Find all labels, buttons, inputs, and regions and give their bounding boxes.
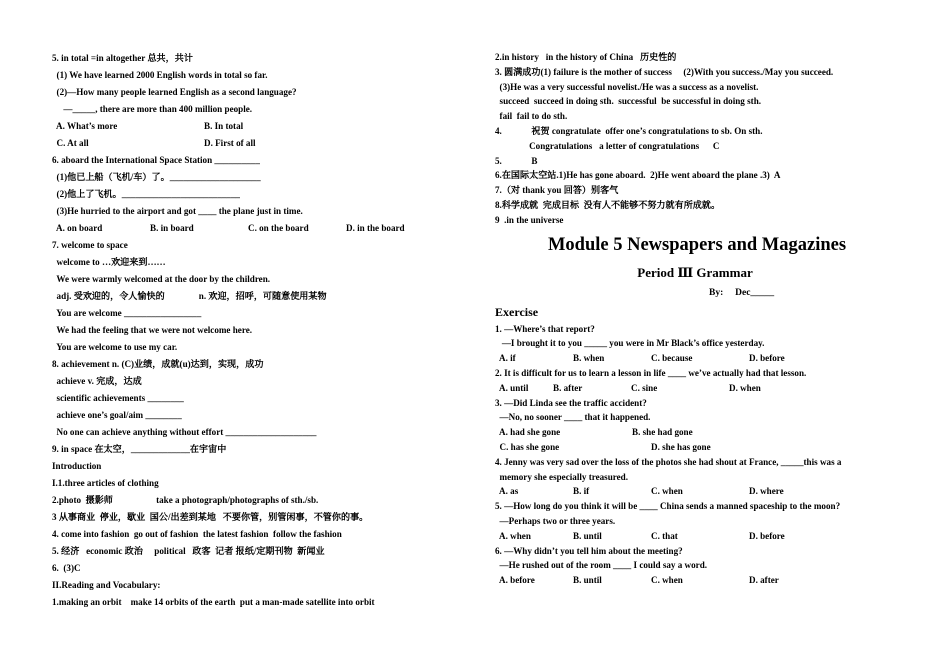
answer-option: C. when	[651, 486, 683, 497]
text-line: 4. Jenny was very sad over the loss of the photos she had shout at France, _____this was a	[495, 456, 842, 467]
text-line: (3)He was a very successful novelist./He was a success as a novelist.	[495, 81, 759, 92]
text-line: 1. —Where’s that report?	[495, 323, 595, 334]
module-title: Module 5 Newspapers and Magazines	[547, 234, 847, 255]
answer-option: D. First of all	[204, 138, 256, 148]
text-line: 2. It is difficult for us to learn a lesson in life ____ we’ve actually had that lesson.	[495, 367, 807, 378]
answer-option: D. in the board	[346, 223, 405, 233]
text-line: fail fail to do sth.	[495, 111, 568, 122]
text-line: —No, no sooner ____ that it happened.	[495, 412, 651, 423]
answer-option: D. before	[749, 353, 785, 364]
text-line: You are welcome _________________	[52, 308, 202, 318]
answer-option: A. before	[495, 575, 535, 586]
answer-option: B. In total	[204, 121, 244, 131]
text-line: —He rushed out of the room ____ I could say a word.	[495, 560, 708, 571]
answer-option: B. until	[573, 575, 602, 586]
answer-option: C. At all	[52, 138, 89, 148]
answer-option: C. when	[651, 575, 683, 586]
right-column	[495, 50, 915, 588]
text-line: 9. in space 在太空，_____________在宇宙中	[52, 444, 227, 454]
text-line: II.Reading and Vocabulary:	[52, 580, 161, 590]
text-line: 4. come into fashion go out of fashion the latest fashion follow the fashion	[52, 529, 342, 539]
text-line: 5. —How long do you think it will be ____ China sends a manned spaceship to the moon?	[495, 501, 841, 512]
answer-option: C. has she gone	[495, 441, 560, 452]
text-line: —_____, there are more than 400 million people.	[52, 104, 253, 114]
text-line: No one can achieve anything without effort ____________________	[52, 427, 317, 437]
answer-options	[495, 484, 915, 499]
text-line: 3. 圆满成功(1) failure is the mother of success (2)With you success./May you succeed.	[495, 66, 834, 77]
text-line: I.1.three articles of clothing	[52, 478, 159, 488]
exercise-heading: Exercise	[495, 304, 539, 319]
text-line: 8.科学成就 完成目标 没有人不能够不努力就有所成就。	[495, 199, 721, 210]
text-line: 6. (3)C	[52, 563, 81, 573]
text-line: (3)He hurried to the airport and got ____ the plane just in time.	[52, 206, 303, 216]
answer-options	[495, 573, 915, 588]
answer-option: C. on the board	[248, 223, 309, 233]
answer-options	[52, 118, 472, 135]
answer-option: B. when	[573, 353, 605, 364]
answer-option: C. that	[651, 530, 678, 541]
answer-options	[52, 135, 472, 152]
answer-option: B. if	[573, 486, 590, 497]
text-line: —I brought it to you _____ you were in Mr Black’s office yesterday.	[495, 338, 765, 349]
text-line: (2)他上了飞机。__________________________	[52, 189, 240, 199]
answer-option: B. she had gone	[632, 427, 693, 438]
text-line: Introduction	[52, 461, 102, 471]
text-line: 9 .in the universe	[495, 214, 564, 225]
answer-options	[495, 529, 915, 544]
text-line: scientific achievements ________	[52, 393, 184, 403]
text-line: 7.（对 thank you 回答）别客气	[495, 185, 619, 196]
text-line: 6. aboard the International Space Station __________	[52, 155, 260, 165]
answer-option: A. if	[495, 353, 516, 364]
text-line: 1.making an orbit make 14 orbits of the earth put a man-made satellite into orbit	[52, 597, 375, 607]
answer-option: B. in board	[150, 223, 194, 233]
text-line: achieve v. 完成，达成	[52, 376, 142, 386]
text-line: 2.photo 摄影师 take a photograph/photographs of sth./sb.	[52, 495, 319, 505]
text-line: 2.in history in the history of China 历史性的	[495, 52, 677, 62]
text-line: (1)他已上船（飞机/车）了。____________________	[52, 172, 261, 182]
answer-option: D. before	[749, 530, 785, 541]
answer-options	[495, 425, 915, 440]
text-line: 5. in total =in altogether 总共，共计	[52, 53, 193, 63]
left-column	[52, 50, 472, 611]
text-line: 7. welcome to space	[52, 240, 128, 250]
answer-option: B. after	[553, 382, 583, 393]
answer-option: A. when	[495, 530, 531, 541]
answer-option: D. when	[729, 382, 761, 393]
answer-option: A. had she gone	[495, 427, 561, 438]
answer-option: A. on board	[52, 223, 103, 233]
answer-option: D. where	[749, 486, 784, 497]
answer-options	[495, 351, 915, 366]
answer-options	[495, 381, 915, 396]
text-line: 8. achievement n. (C)业绩，成就(u)达到，实现，成功	[52, 359, 264, 369]
answer-options	[495, 440, 915, 455]
text-line: Congratulations a letter of congratulations C	[495, 140, 720, 151]
text-line: 5. 经济 economic 政治 political 政客 记者 报纸/定期刊物 新闻业	[52, 546, 325, 556]
text-line: We were warmly welcomed at the door by the children.	[52, 274, 271, 284]
text-line: 4. 祝贺 congratulate offer one’s congratulations to sb. On sth.	[495, 125, 763, 136]
exercise-questions	[495, 322, 915, 588]
text-line: succeed succeed in doing sth. successful be successful in doing sth.	[495, 96, 762, 107]
text-line: welcome to …欢迎来到……	[52, 257, 166, 267]
answer-option: A. until	[495, 382, 529, 393]
answer-options	[52, 220, 472, 237]
answer-option: D. after	[749, 575, 779, 586]
byline: By: Dec_____	[709, 287, 775, 298]
answer-option: B. until	[573, 530, 602, 541]
notes-continued	[495, 50, 915, 228]
text-line: 6. —Why didn’t you tell him about the meeting?	[495, 545, 683, 556]
text-line: memory she especially treasured.	[495, 471, 629, 482]
text-line: (1) We have learned 2000 English words in total so far.	[52, 70, 268, 80]
text-line: achieve one’s goal/aim ________	[52, 410, 182, 420]
answer-option: C. sine	[631, 382, 658, 393]
text-line: 3. —Did Linda see the traffic accident?	[495, 397, 647, 408]
text-line: —Perhaps two or three years.	[495, 515, 616, 526]
answer-option: C. because	[651, 353, 693, 364]
text-line: adj. 受欢迎的，令人愉快的 n. 欢迎，招呼，可随意使用某物	[52, 291, 327, 301]
text-line: 6.在国际太空站.1)He has gone aboard. 2)He went aboard the plane .3) A	[495, 170, 781, 181]
text-line: You are welcome to use my car.	[52, 342, 178, 352]
text-line: 3 从事商业 停业，歇业 国公/出差到某地 不要你管，别管闲事，不管你的事。	[52, 512, 369, 522]
answer-option: D. she has gone	[651, 441, 711, 452]
period-title: Period Ⅲ Grammar	[637, 264, 753, 280]
text-line: We had the feeling that we were not welcome here.	[52, 325, 253, 335]
text-line: (2)—How many people learned English as a second language?	[52, 87, 297, 97]
answer-option: A. What’s more	[52, 121, 118, 131]
answer-option: A. as	[495, 486, 519, 497]
text-line: 5. B	[495, 155, 538, 166]
